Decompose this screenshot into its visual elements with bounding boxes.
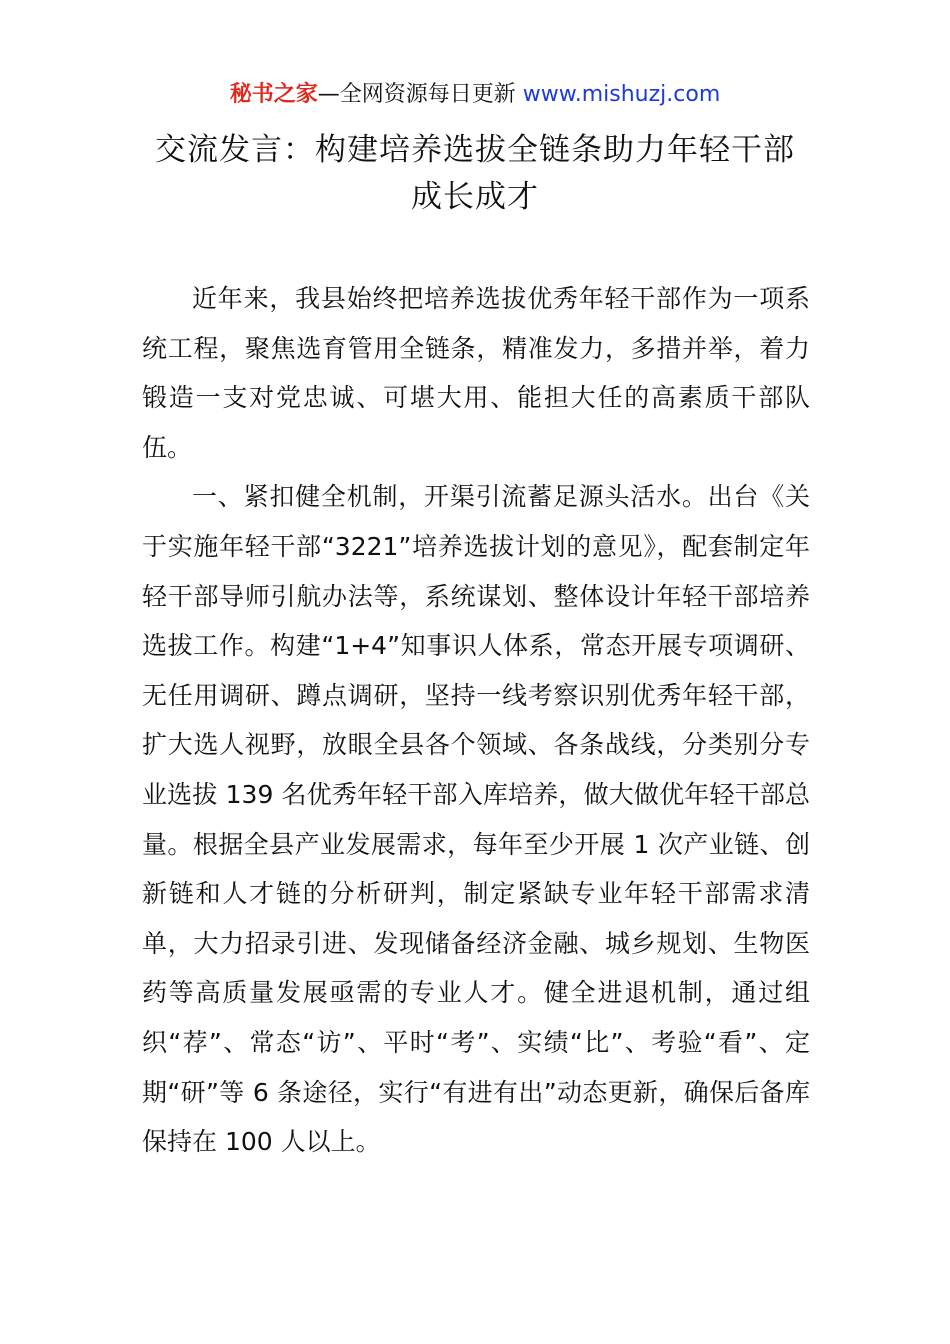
document-title [120, 127, 830, 221]
paragraph-intro: 近年来，我县始终把培养选拔优秀年轻干部作为一项系统工程，聚焦选育管用全链条，精准发力，多措并举，着力锻造一支对党忠诚、可堪大用、能担大任的高素质干部队伍。 [142, 284, 810, 462]
site-tagline: —全网资源每日更新 [317, 82, 523, 107]
document-body [142, 274, 810, 1167]
brand-name: 秘书之家 [229, 82, 318, 107]
paragraph-section-1: 一、紧扣健全机制，开渠引流蓄足源头活水。出台《关于实施年轻干部“3221”培养选拔计划的意见》，配套制定年轻干部导师引航办法等，系统谋划、整体设计年轻干部培养选拔工作。构建“1+4”知事识人体系，常态开展专项调研、无任用调研、蹲点调研，坚持一线考察识别优秀年轻干部，扩大选人视野，放眼全县各个领域、各条战线，分类别分专业选拔 139 名优秀年轻干部入库培养，做大做优年轻干部总量。根据全县产业发展需求，每年至少开展 1 次产业链、创新链和人才链的分析研判，制定紧缺专业年轻干部需求清单，大力招录引进、发现储备经济金融、城乡规划、生物医药等高质量发展亟需的专业人才。健全进退机制，通过组织“荐”、常态“访”、平时“考”、实绩“比”、考验“看”、定期“研”等 6 条途径，实行“有进有出”动态更新，确保后备库保持在 100 人以上。 [142, 482, 810, 1157]
site-header [0, 80, 950, 110]
title-line-1: 交流发言：构建培养选拔全链条助力年轻干部 [155, 132, 795, 168]
title-line-2: 成长成才 [411, 179, 539, 215]
site-url: www.mishuzj.com [522, 82, 721, 107]
